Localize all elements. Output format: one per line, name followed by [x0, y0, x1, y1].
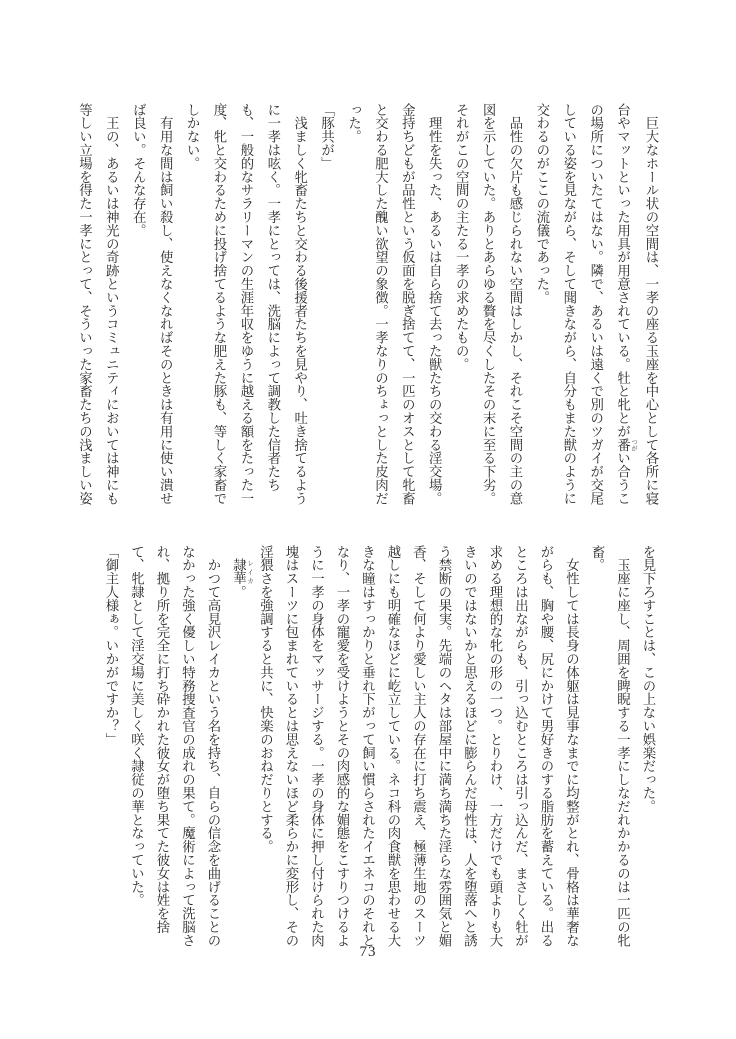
text-line: 「豚共が」 [319, 103, 335, 170]
text-line: 畜。 [590, 545, 605, 572]
text-line: を見下ろすことは、この上ない娯楽だった。 [641, 545, 656, 813]
ruby-annotated-word: 番 つが [615, 438, 638, 452]
text-line: も、一般的なサラリーマンの生涯年収をゆうに越える額をたった一 [238, 103, 254, 505]
text-line: 金持ちどもが品性という仮面を脱ぎ捨てて、一匹のオスとして牝畜 [400, 103, 416, 505]
text-line: 淫猥さを強調すると共に、快楽のおねだりとする。 [258, 545, 274, 854]
ruby-annotated-word: 隷華 レイカ [231, 558, 253, 586]
text-line: 越しにも明確なほどに屹立している。ネコ科の肉食獣を思わせる大 [386, 545, 401, 947]
text-line: の場所についたてはない。隣で、あるいは遠くで別のツガイが交尾 [588, 103, 604, 505]
text-line: 品性の欠片も感じられない空間はしかし、それこそ空間の主の意 [507, 103, 523, 505]
text-line: ところは出ながらも、引っ込むところは引っ込んだ、まさしく牡が [513, 545, 529, 947]
text-line: 台やマットといった用具が用意されている。牡と牝とが番 つがい合うこ [615, 103, 638, 506]
text-line: 「御主人様ぁ。いかがですか？」 [104, 545, 119, 746]
text-line: 王の、あるいは神光の奇跡というコミュニティにおいては神にも [104, 103, 120, 505]
text-line: と交わる肥大した醜い欲望の象徴。一孝なりのちょっとした皮肉だ [373, 103, 389, 505]
text-line: 理性を失った、あるいは自ら捨て去った獣たちの交わる淫交場。 [427, 103, 443, 505]
text-line: 塊はスーツに包まれているとは思えないほど柔らかに変形し、その [284, 545, 299, 947]
text-line: て、牝隷として淫交場に美しく咲く隷従の華となっていた。 [129, 545, 145, 907]
text-line: 香、そして何より愛しい主人の存在に打ち震え、極薄生地のスーツ [411, 545, 427, 947]
text-line: った。 [346, 103, 362, 144]
text-line: なかった強く優しい特務捜査官の成れの果て。魔術によって洗脳さ [180, 545, 196, 947]
lower-text-block [99, 545, 662, 951]
text-line: 有用な間は飼い殺し、使えなくなればそのときは有用に使い潰せ [158, 103, 174, 505]
text-line: している姿を見ながら、そして聞きながら、自分もまた獣のように [561, 103, 577, 505]
text-line: しかない。 [185, 103, 201, 170]
text-line: に一孝は呟く。一孝にとっては、洗脳によって調教した信者たち [265, 103, 281, 492]
page-number: 73 [359, 944, 377, 960]
text-line: きいのではないかと思えるほどに膨らんだ母性は、人を堕落へと誘 [462, 545, 478, 947]
text-line: う禁断の果実。先端のヘタは部屋中に満ち満ちた淫らな雰囲気と媚 [437, 545, 452, 947]
text-line: うに一孝の身体をマッサージする。一孝の身体に押し付けられた肉 [309, 545, 325, 947]
text-line: 図を示していた。ありとあらゆる贅を尽くしたその末に至る下劣。 [481, 103, 497, 505]
text-line: 巨大なホール状の空間は、一孝の座る玉座を中心として各所に寝 [644, 103, 659, 505]
text-line: 女性しては長身の体躯は見事なまでに均整がとれ、骨格は華奢な [564, 545, 580, 947]
upper-text-block [71, 103, 664, 509]
text-line: 玉座に座し、周囲を睥睨する一孝にしなだれかかるのは一匹の牝 [615, 545, 631, 947]
text-line: 度、牝と交わるために投げ捨てるような肥えた豚も、等しく家畜で [212, 103, 227, 505]
text-line: ば良い。そんな存在。 [131, 103, 147, 237]
text-line: 求める理想的な牝の形の一つ。とりわけ、一方だけでも頭よりも大 [488, 545, 503, 947]
text-line: 浅ましく牝畜たちと交わる後援者たちを見やり、吐き捨てるよう [292, 103, 308, 505]
text-line: れ、拠り所を完全に打ち砕かれた彼女が堕ち果てた彼女は姓を捨 [155, 545, 170, 934]
text-line: かつて高見沢レイカという名を持ち、自らの信念を曲げることの [206, 545, 221, 947]
text-line: がらも、胸や腰、尻にかけて男好きのする脂肪を蓄えている。出る [539, 545, 554, 947]
text-line: それがこの空間の主たる一孝の求めたもの。 [454, 103, 470, 371]
text-line: なり、一孝の寵愛を受けようとその肉感的な媚態をこすりつけるよ [335, 545, 350, 947]
text-line: 隷華 レイカ。 [231, 558, 253, 599]
text-line: きな瞳はすっかりと垂れ下がって飼い慣らされたイエネコのそれと [360, 545, 376, 947]
text-line: 等しい立場を得た一孝にとって、そういった家畜たちの浅ましい姿 [77, 103, 93, 505]
text-line: 交わるのがここの流儀であった。 [534, 103, 550, 304]
